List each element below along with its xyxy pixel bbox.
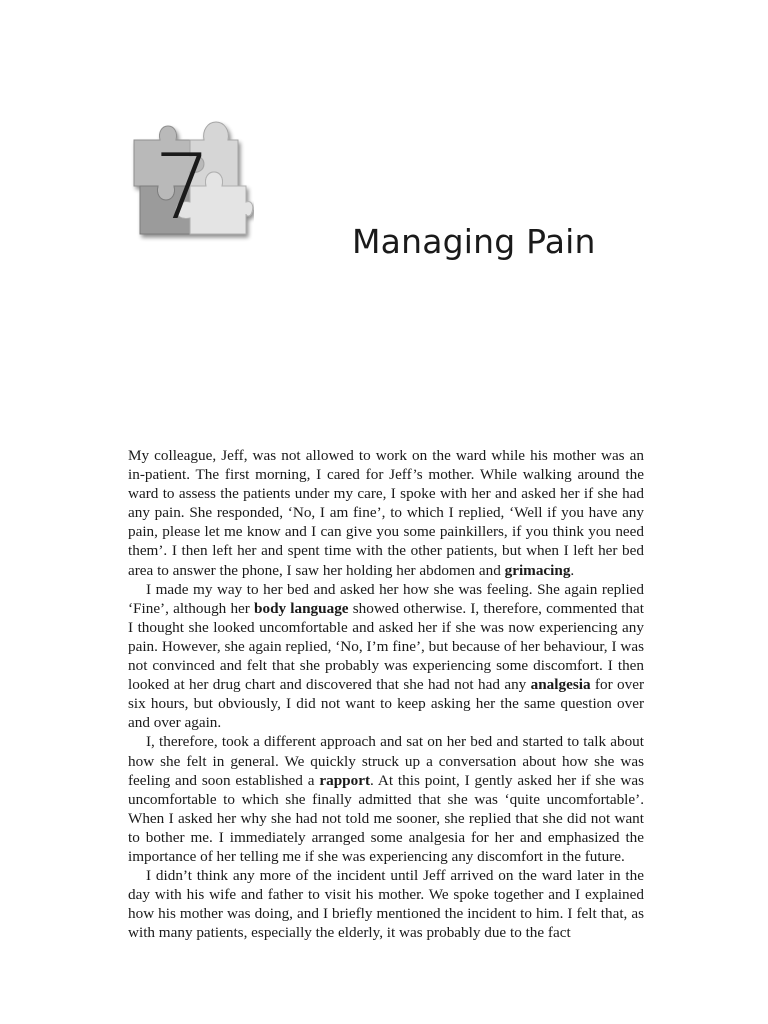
text-run: I made my way to her bed and asked her how she was feeling. She again replied ‘Fine’, although her <box>128 580 644 617</box>
key-term: body language <box>254 599 349 617</box>
key-term: grimacing <box>504 561 571 579</box>
chapter-title: Managing Pain <box>352 222 596 261</box>
text-run: I didn’t think any more of the incident until Jeff arrived on the ward later in the day with his wife and father to visit his mother. We spoke together and I explained how his mother was doing, and I briefly mentioned the incident to him. I felt that, as with many patients, especially the elderly, it was probably due to the fact <box>128 867 644 942</box>
text-run: My colleague, Jeff, was not allowed to work on the ward while his mother was an in-patient. The first morning, I cared for Jeff’s mother. While walking around the ward to assess the patients under my care, I spoke with her and asked her if she had any pain. She responded, ‘No, I am fine’, to which I replied, ‘Well if you have any pain, please let me know and I can give you some painkillers, if you think you need them’. I then left her and spent time with the other patients, but when I left her bed area to answer the phone, I saw her holding her abdomen and <box>128 447 644 579</box>
key-term: analgesia <box>530 676 591 694</box>
text-run: I, therefore, took a different approach and sat on her bed and started to talk about how she felt in general. We quickly struck up a conversation about how she was feeling and soon established a <box>128 733 644 789</box>
text-run: . At this point, I gently asked her if she was uncomfortable to which she finally admitted that she was ‘quite uncomfortable’. When I asked her why she had not told me sooner, she replied that she did not want to bother me. I immediately arranged some analgesia for her and emphasized the importance of her telling me if she was experiencing any discomfort in the future. <box>128 771 644 865</box>
text-run: . <box>570 561 575 579</box>
text-run: for over six hours, but obviously, I did not want to keep asking her the same question over and over again. <box>128 676 644 732</box>
chapter-number: 7 <box>154 135 212 240</box>
chapter-body <box>128 446 644 942</box>
text-run: showed otherwise. I, therefore, commented that I thought she looked uncomfortable and asked her if she was now experiencing any pain. However, she again replied, ‘No, I’m fine’, but because of her behaviour, I was not convinced and felt that she probably was experiencing some discomfort. I then looked at her drug chart and discovered that she had not had any <box>128 599 644 694</box>
body-paragraph <box>128 446 644 580</box>
body-paragraph <box>128 732 644 866</box>
key-term: rapport <box>319 771 371 789</box>
body-paragraph <box>128 866 644 942</box>
body-paragraph <box>128 580 644 733</box>
